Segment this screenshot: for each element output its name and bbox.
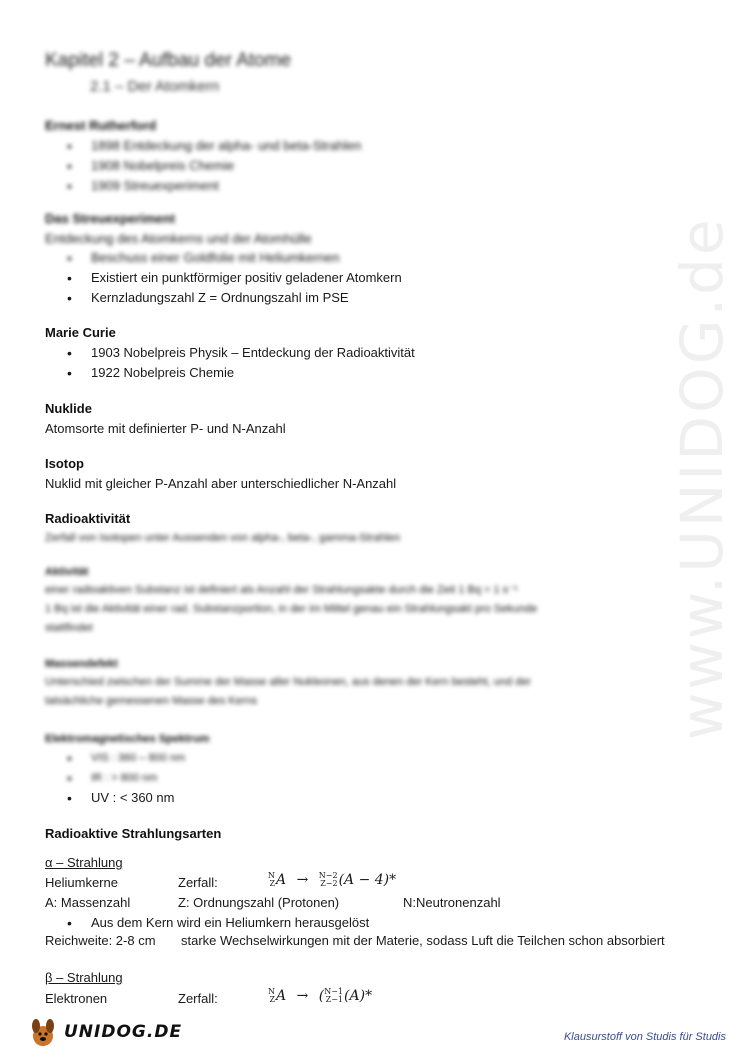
rutherford-section: [45, 118, 361, 196]
aktivitaet-line: einer radioaktiven Substanz ist definiert als Anzahl der Strahlungsakte durch die Zeit 1 Bq = 1 s⁻¹: [45, 584, 518, 596]
alpha-formula: N ZA → N−2 Z−2(A − 4)*: [268, 871, 397, 888]
list-item: • 1903 Nobelpreis Physik – Entdeckung der Radioaktivität: [67, 343, 415, 363]
z-ordnungszahl: Z: Ordnungszahl (Protonen): [178, 895, 340, 910]
streu-section: [45, 211, 402, 308]
list-item: • UV : < 360 nm: [67, 788, 209, 808]
alpha-heading: α – Strahlung: [45, 855, 123, 870]
reichweite: Reichweite: 2-8 cm: [45, 933, 156, 948]
isotop-definition: Nuklid mit gleicher P-Anzahl aber unterschiedlicher N-Anzahl: [45, 476, 397, 491]
strahlungsarten-heading: Radioaktive Strahlungsarten: [45, 826, 222, 841]
massendefekt-line: Unterschied zwischen der Summe der Masse aller Nukleonen, aus denen der Kern besteht, und der: [45, 676, 532, 688]
dog-icon: [28, 1016, 58, 1048]
curie-heading: Marie Curie: [45, 325, 116, 340]
list-item: • 1898 Entdeckung der alpha- und beta-Strahlen: [67, 136, 361, 156]
formula-indices: N Z: [268, 987, 275, 1004]
list-item: • Existiert ein punktförmiger positiv geladener Atomkern: [67, 268, 402, 288]
watermark: www.UNIDOG.de: [668, 216, 736, 740]
list-item: • IR : > 800 nm: [67, 768, 209, 788]
aktivitaet-section: [45, 566, 537, 638]
formula-indices: N Z: [268, 871, 275, 888]
unidog-logo[interactable]: [28, 1014, 182, 1050]
formula-indices: N−2 Z−2: [318, 871, 338, 888]
radio-heading: Radioaktivität: [45, 511, 131, 526]
rutherford-heading: Ernest Rutherford: [45, 118, 157, 133]
massendefekt-line: tatsächliche gemessenen Masse des Kerns: [45, 695, 258, 707]
section-title: 2.1 – Der Atomkern: [90, 78, 220, 95]
radio-section: [45, 511, 400, 548]
chapter-title: Kapitel 2 – Aufbau der Atome: [45, 50, 292, 71]
formula-indices: N−1 Z−1: [324, 987, 344, 1004]
massendefekt-section: [45, 658, 531, 711]
beta-formula: N ZA → (N−1 Z−1(A)*: [268, 987, 373, 1004]
beta-heading: β – Strahlung: [45, 970, 123, 985]
n-neutronenzahl: N:Neutronenzahl: [403, 895, 501, 910]
list-item: • Beschuss einer Goldfolie mit Heliumkernen: [67, 248, 402, 268]
aktivitaet-line: stattfindet: [45, 622, 93, 634]
alpha-bullets: [45, 913, 369, 933]
footer-tagline: Klausurstoff von Studis für Studis: [563, 1031, 726, 1043]
spektrum-section: [45, 733, 209, 808]
aktivitaet-heading: Aktivität: [45, 566, 89, 578]
nuklide-heading: Nuklide: [45, 401, 92, 416]
streu-line: Entdeckung des Atomkerns und der Atomhülle: [45, 231, 312, 246]
arrow-icon: →: [296, 988, 309, 1004]
list-item: • 1909 Streuexperiment: [67, 176, 361, 196]
wechselwirkung: starke Wechselwirkungen mit der Materie, sodass Luft die Teilchen schon absorbiert: [181, 933, 665, 948]
massendefekt-heading: Massendefekt: [45, 658, 118, 670]
aktivitaet-line: 1 Bq ist die Aktivität einer rad. Substanzportion, in der im Mittel genau ein Strahlungsakt pro Sekunde: [45, 603, 538, 615]
alpha-particle: Heliumkerne: [45, 875, 118, 890]
curie-section: [45, 325, 415, 383]
isotop-heading: Isotop: [45, 456, 84, 471]
list-item: • 1922 Nobelpreis Chemie: [67, 363, 415, 383]
strahlungsarten-section: [45, 826, 221, 844]
alpha-zerfall-label: Zerfall:: [178, 875, 218, 890]
beta-zerfall-label: Zerfall:: [178, 991, 218, 1006]
spektrum-heading: Elektromagnetisches Spektrum: [45, 733, 210, 745]
nuklide-definition: Atomsorte mit definierter P- und N-Anzahl: [45, 421, 286, 436]
list-item: • VIS : 360 – 800 nm: [67, 748, 209, 768]
beta-particle: Elektronen: [45, 991, 108, 1006]
arrow-icon: →: [296, 872, 309, 888]
list-item: • Kernzladungszahl Z = Ordnungszahl im PSE: [67, 288, 402, 308]
list-item: • 1908 Nobelpreis Chemie: [67, 156, 361, 176]
logo-text: UNIDOG.DE: [64, 1022, 183, 1042]
list-item: • Aus dem Kern wird ein Heliumkern herausgelöst: [67, 913, 369, 933]
streu-heading: Das Streuexperiment: [45, 211, 176, 226]
nuklide-section: [45, 401, 286, 438]
radio-definition: Zerfall von Isotopen unter Aussenden von alpha-, beta-, gamma-Strahlen: [45, 532, 401, 544]
a-massenzahl: A: Massenzahl: [45, 895, 131, 910]
isotop-section: [45, 456, 396, 493]
